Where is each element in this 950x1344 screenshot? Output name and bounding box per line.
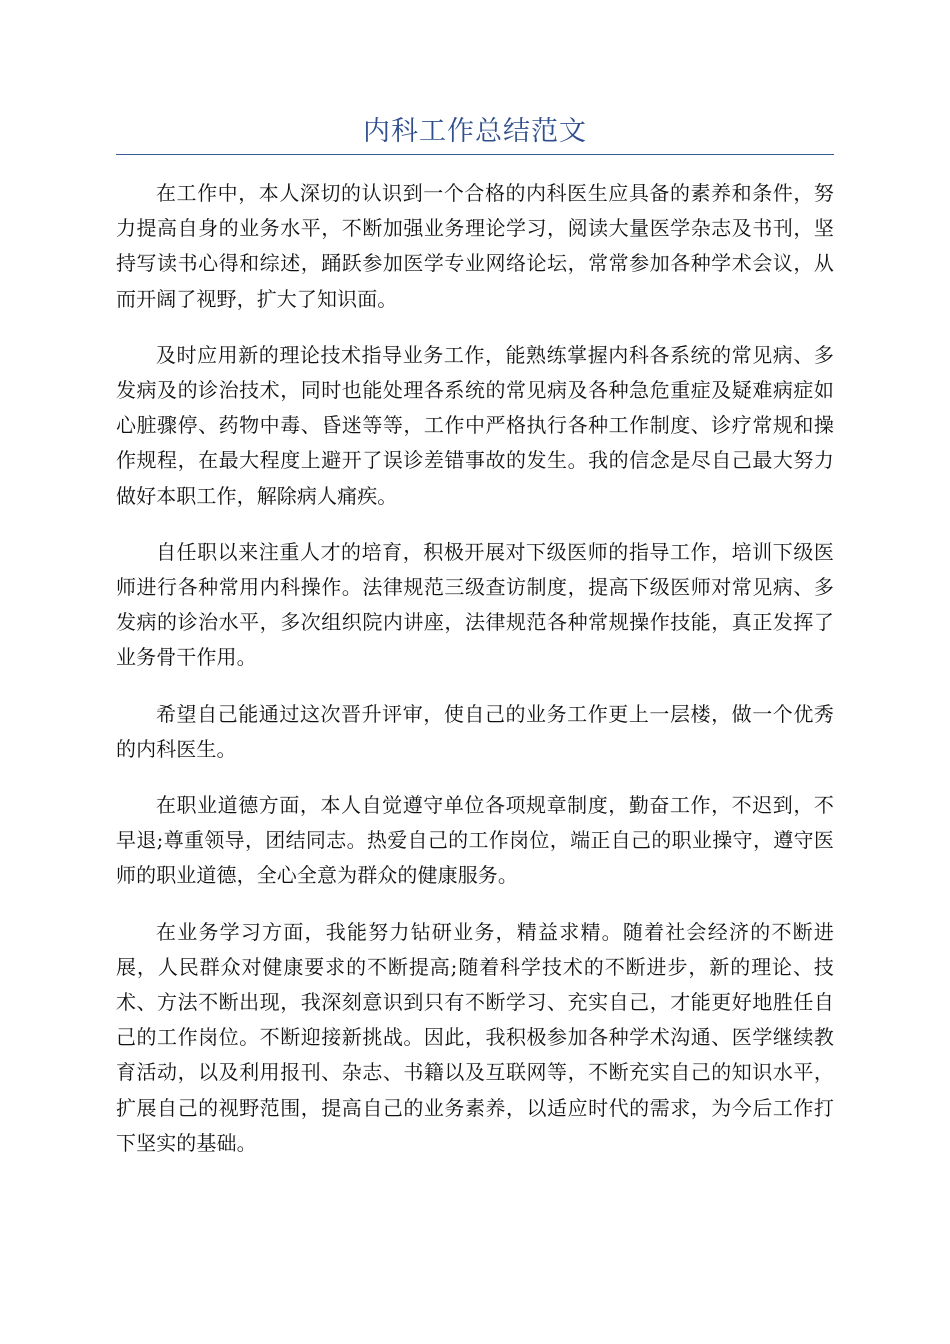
paragraph: 在业务学习方面，我能努力钻研业务，精益求精。随着社会经济的不断进展，人民群众对健康要求的不断提高;随着科学技术的不断进步，新的理论、技术、方法不断出现，我深刻意识到只有不断学习、充实自己，才能更好地胜任自己的工作岗位。不断迎接新挑战。因此，我积极参加各种学术沟通、医学继续教育活动，以及利用报刊、杂志、书籍以及互联网等，不断充实自己的知识水平，扩展自己的视野范围，提高自己的业务素养，以适应时代的需求，为今后工作打下坚实的基础。 <box>116 919 834 1155</box>
document-body <box>116 176 834 1182</box>
paragraph: 自任职以来注重人才的培育，积极开展对下级医师的指导工作，培训下级医师进行各种常用内科操作。法律规范三级查访制度，提高下级医师对常见病、多发病的诊治水平，多次组织院内讲座，法律规范各种常规操作技能，真正发挥了业务骨干作用。 <box>116 539 834 670</box>
paragraph: 及时应用新的理论技术指导业务工作，能熟练掌握内科各系统的常见病、多发病及的诊治技术，同时也能处理各系统的常见病及各种急危重症及疑难病症如心脏骤停、药物中毒、昏迷等等，工作中严格执行各种工作制度、诊疗常规和操作规程，在最大程度上避开了误诊差错事故的发生。我的信念是尽自己最大努力做好本职工作，解除病人痛疾。 <box>116 342 834 508</box>
paragraph: 在工作中，本人深切的认识到一个合格的内科医生应具备的素养和条件，努力提高自身的业务水平，不断加强业务理论学习，阅读大量医学杂志及书刊，坚持写读书心得和综述，踊跃参加医学专业网络论坛，常常参加各种学术会议，从而开阔了视野，扩大了知识面。 <box>116 181 834 311</box>
paragraph: 希望自己能通过这次晋升评审，使自己的业务工作更上一层楼，做一个优秀的内科医生。 <box>116 701 834 761</box>
paragraph: 在职业道德方面，本人自觉遵守单位各项规章制度，勤奋工作，不迟到，不早退;尊重领导，团结同志。热爱自己的工作岗位，端正自己的职业操守，遵守医师的职业道德，全心全意为群众的健康服务。 <box>116 793 834 888</box>
title-underline <box>116 154 834 155</box>
document-title: 内科工作总结范文 <box>363 116 587 147</box>
